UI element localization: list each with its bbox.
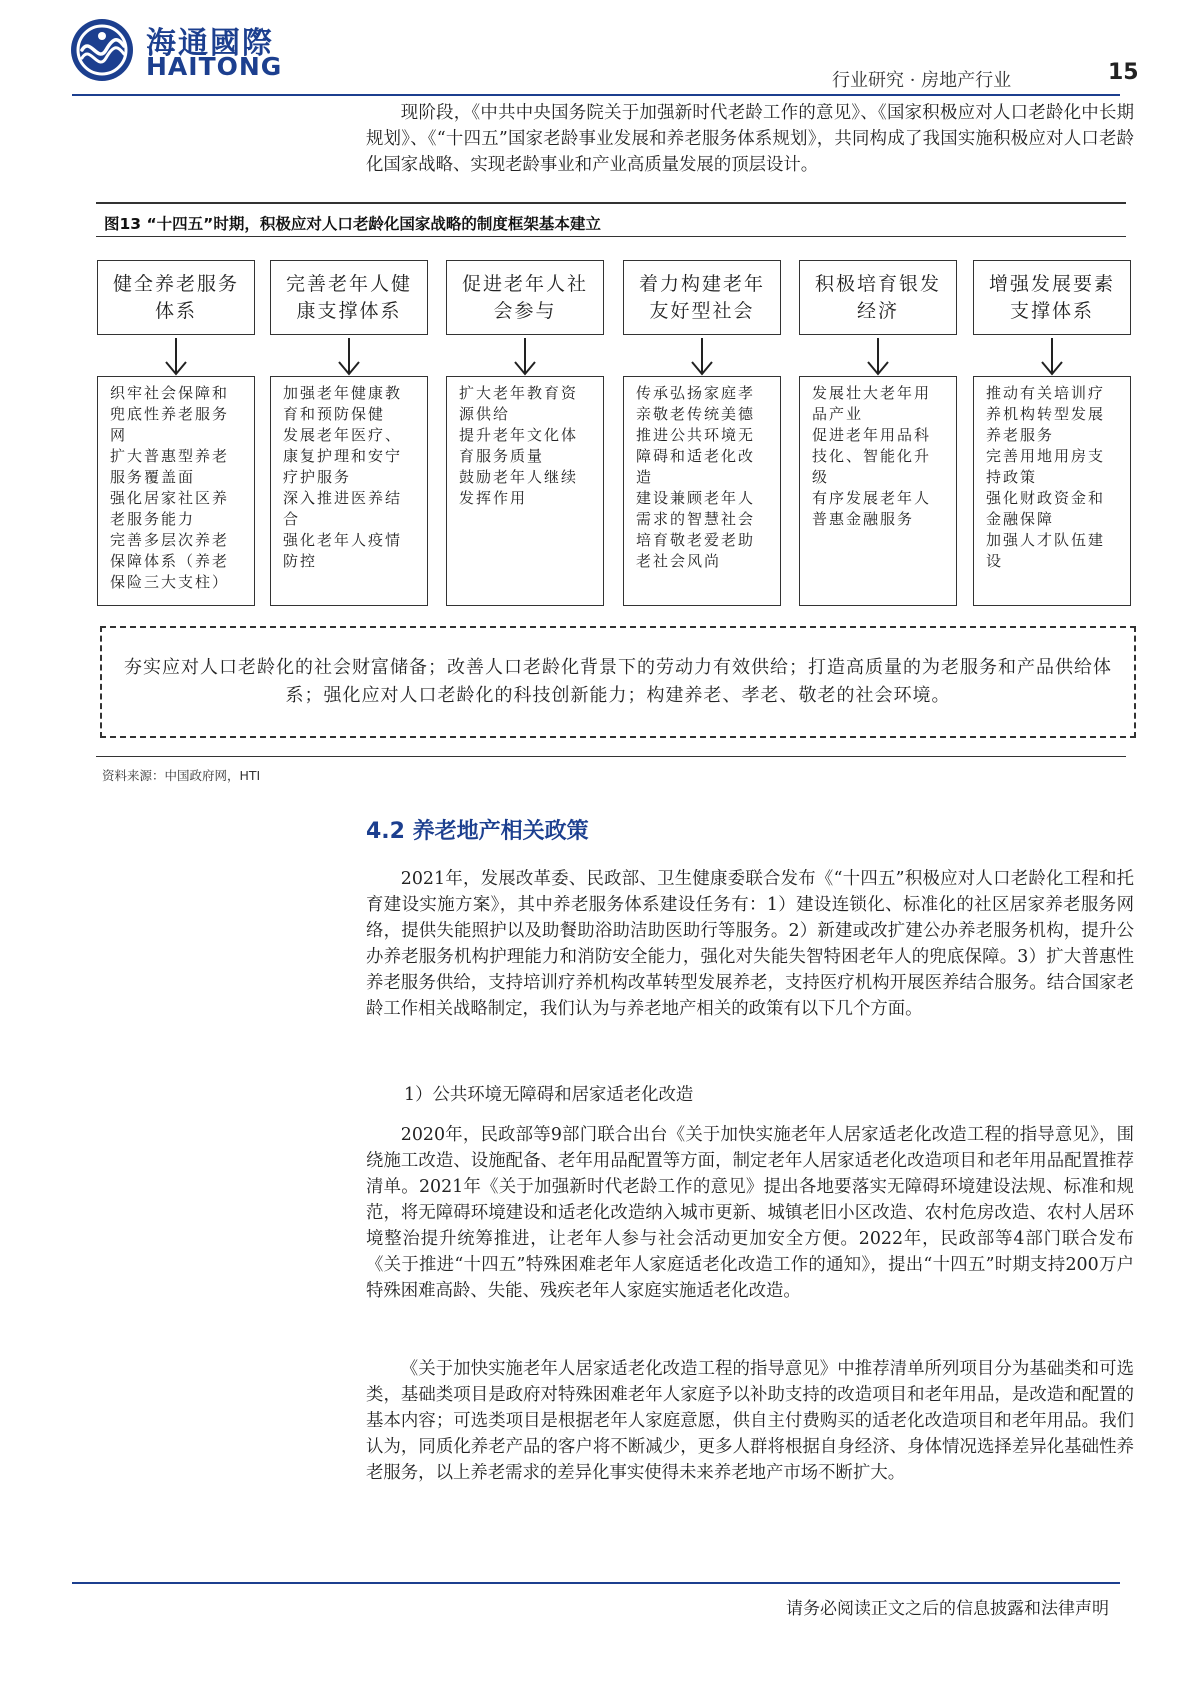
figure-source: 资料来源：中国政府网，HTI: [102, 768, 261, 783]
header-divider: [72, 94, 1120, 96]
measure-item: 完善用地用房支持政策: [986, 447, 1106, 486]
figure-top-rule: [96, 202, 1126, 204]
arrow-down-icon: [687, 338, 717, 378]
pillar-box-6: 增强发展要素支撑体系: [973, 260, 1131, 335]
measures-box-6: [973, 376, 1131, 606]
measures-box-1: [97, 376, 255, 606]
measure-item: 加强老年健康教育和预防保健: [283, 384, 403, 423]
measure-item: 有序发展老年人普惠金融服务: [812, 489, 932, 528]
measure-item: 推动有关培训疗养机构转型发展养老服务: [986, 384, 1106, 444]
measure-item: 完善多层次养老保障体系（养老保险三大支柱）: [110, 531, 230, 591]
section-title: 4.2 养老地产相关政策: [366, 819, 589, 844]
section-paragraph-1: 2021年，发展改革委、民政部、卫生健康委联合发布《“十四五”积极应对人口老龄化工程和托育建设实施方案》，其中养老服务体系建设任务有：1）建设连锁化、标准化的社区居家养老服务网络，提供失能照护以及助餐助浴助洁助医助行等服务。2）新建或改扩建公办养老服务机构，提升公办养老服务机构护理能力和消防安全能力，强化对失能失智特困老年人的兜底保障。3）扩大普惠性养老服务供给，支持培训疗养机构改革转型发展养老，支持医疗机构开展医养结合服务。结合国家老龄工作相关战略制定，我们认为与养老地产相关的政策有以下几个方面。: [366, 869, 1134, 1019]
section-paragraph-3: 《关于加快实施老年人居家适老化改造工程的指导意见》中推荐清单所列项目分为基础类和可选类，基础类项目是政府对特殊困难老年人家庭予以补助支持的改造项目和老年用品，是改造和配置的基本内容；可选类项目是根据老年人家庭意愿，供自主付费购买的适老化改造项目和老年用品。我们认为，同质化养老产品的客户将不断减少，更多人群将根据自身经济、身体情况选择差异化基础性养老服务，以上养老需求的差异化事实使得未来养老地产市场不断扩大。: [366, 1359, 1134, 1483]
footer-divider: [72, 1582, 1120, 1584]
figure-summary-text: 夯实应对人口老龄化的社会财富储备；改善人口老龄化背景下的劳动力有效供给；打造高质量的为老服务和产品供给体系；强化应对人口老龄化的科技创新能力；构建养老、孝老、敬老的社会环境。: [124, 657, 1112, 706]
measure-item: 推进公共环境无障碍和适老化改造: [636, 426, 756, 486]
pillar-box-1: 健全养老服务体系: [97, 260, 255, 335]
measure-item: 提升老年文化体育服务质量: [459, 426, 579, 465]
pillar-box-2: 完善老年人健康支撑体系: [270, 260, 428, 335]
measure-item: 发展壮大老年用品产业: [812, 384, 932, 423]
arrow-down-icon: [510, 338, 540, 378]
figure-bottom-rule: [96, 756, 1126, 757]
measure-item: 鼓励老年人继续发挥作用: [459, 468, 579, 507]
page-number: 15: [1108, 60, 1139, 85]
measure-item: 建设兼顾老年人需求的智慧社会: [636, 489, 756, 528]
arrow-down-icon: [863, 338, 893, 378]
measure-item: 传承弘扬家庭孝亲敬老传统美德: [636, 384, 756, 423]
measure-item: 扩大普惠型养老服务覆盖面: [110, 447, 230, 486]
arrow-down-icon: [161, 338, 191, 378]
measure-item: 加强人才队伍建设: [986, 531, 1106, 570]
figure-title-rule: [96, 236, 1126, 237]
measure-item: 强化居家社区养老服务能力: [110, 489, 230, 528]
measure-item: 强化财政资金和金融保障: [986, 489, 1106, 528]
measure-item: 织牢社会保障和兜底性养老服务网: [110, 384, 230, 444]
subheading-1: 1）公共环境无障碍和居家适老化改造: [404, 1085, 694, 1105]
section-paragraph-2: 2020年，民政部等9部门联合出台《关于加快实施老年人居家适老化改造工程的指导意见》，围绕施工改造、设施配备、老年用品配置等方面，制定老年人居家适老化改造项目和老年用品配置推荐清单。2021年《关于加强新时代老龄工作的意见》提出各地要落实无障碍环境建设法规、标准和规范，将无障碍环境建设和适老化改造纳入城市更新、城镇老旧小区改造、农村危房改造、农村人居环境整治提升统筹推进，让老年人参与社会活动更加安全方便。2022年，民政部等4部门联合发布《关于推进“十四五”特殊困难老年人家庭适老化改造工作的通知》，提出“十四五”时期支持200万户特殊困难高龄、失能、残疾老年人家庭实施适老化改造。: [366, 1125, 1134, 1301]
measure-item: 强化老年人疫情防控: [283, 531, 403, 570]
header-category: 行业研究 · 房地产行业: [832, 70, 1012, 91]
measures-box-2: [270, 376, 428, 606]
measure-item: 扩大老年教育资源供给: [459, 384, 579, 423]
logo-text-cn: 海通國際: [146, 26, 274, 61]
measure-item: 发展老年医疗、康复护理和安宁疗护服务: [283, 426, 403, 486]
pillar-box-3: 促进老年人社会参与: [446, 260, 604, 335]
measure-item: 培育敬老爱老助老社会风尚: [636, 531, 756, 570]
arrow-down-icon: [1037, 338, 1067, 378]
measure-item: 促进老年用品科技化、智能化升级: [812, 426, 932, 486]
intro-paragraph: 现阶段，《中共中央国务院关于加强新时代老龄工作的意见》、《国家积极应对人口老龄化中长期规划》、《“十四五”国家老龄事业发展和养老服务体系规划》，共同构成了我国实施积极应对人口老龄化国家战略、实现老龄事业和产业高质量发展的顶层设计。: [366, 103, 1134, 175]
figure-summary-box: [100, 626, 1136, 738]
measure-item: 深入推进医养结合: [283, 489, 403, 528]
measures-box-3: [446, 376, 604, 606]
pillar-box-5: 积极培育银发经济: [799, 260, 957, 335]
figure-title: 图13 “十四五”时期，积极应对人口老龄化国家战略的制度框架基本建立: [104, 215, 601, 233]
pillar-box-4: 着力构建老年友好型社会: [623, 260, 781, 335]
measures-box-4: [623, 376, 781, 606]
logo-text-en: HAITONG: [146, 52, 283, 81]
arrow-down-icon: [334, 338, 364, 378]
footer-disclaimer: 请务必阅读正文之后的信息披露和法律声明: [786, 1599, 1109, 1619]
measures-box-5: [799, 376, 957, 606]
